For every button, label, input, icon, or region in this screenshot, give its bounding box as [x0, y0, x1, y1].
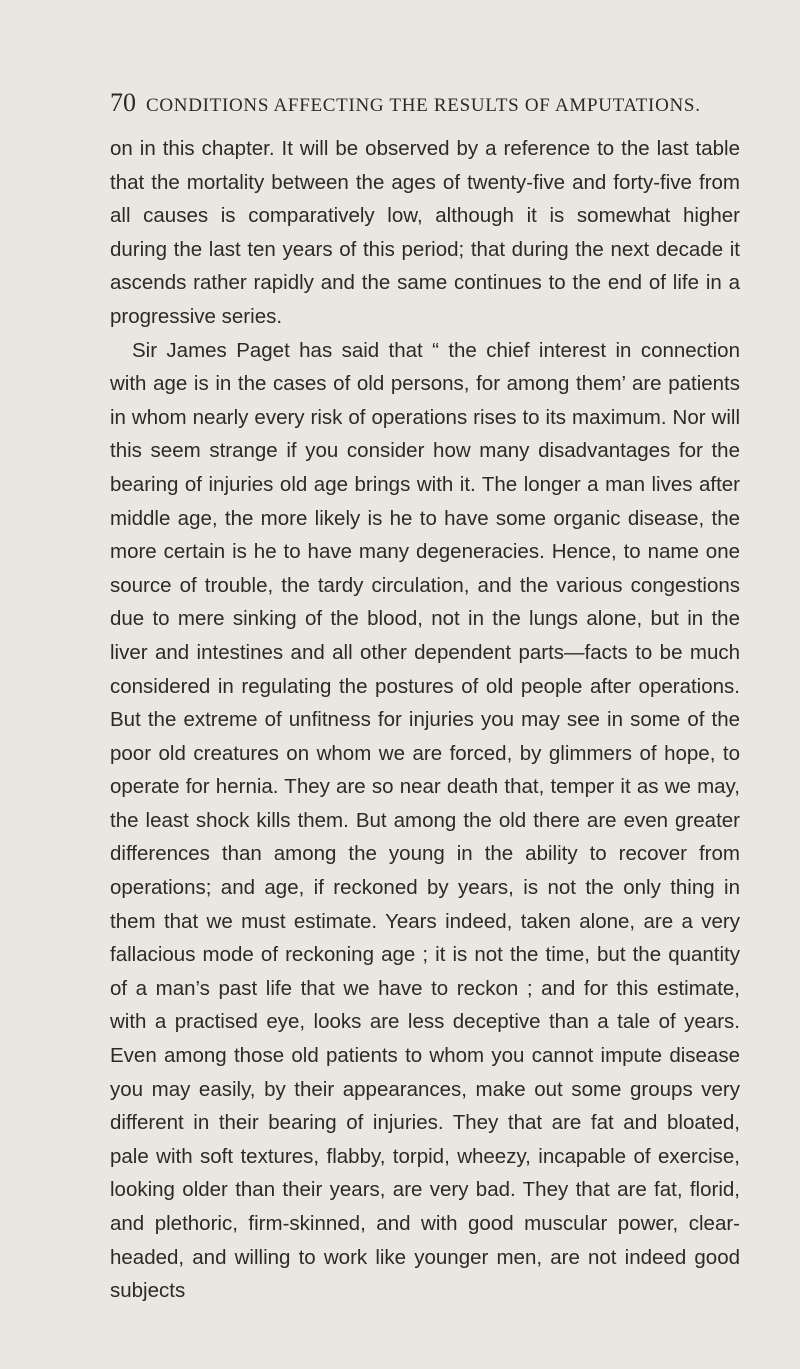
page-number: 70 — [110, 88, 136, 117]
paragraph-continuation: on in this chapter. It will be observed by a reference to the last table that the mortality between the ages of twenty-five and forty-five from all causes is comparatively low, although it is somewhat higher during the last ten years of this period; that during the next decade it ascends rather rapidly and the same continues to the end of life in a progressive series. — [110, 137, 740, 328]
paragraph-paget-quote: Sir James Paget has said that “ the chief interest in connection with age is in the cases of old persons, for among them’ are patients in whom nearly every risk of operations rises to its maximum. Nor will this seem strange if you consider how many disadvantages for the bearing of injuries old age brings with it. The longer a man lives after middle age, the more likely is he to have some organic disease, the more certain is he to have many degeneracies. Hence, to name one source of trouble, the tardy circulation, and the various congestions due to mere sinking of the blood, not in the lungs alone, but in the liver and intestines and all other dependent parts—facts to be much considered in regulating the postures of old people after operations. But the extreme of unfitness for injuries you may see in some of the poor old creatures on whom we are forced, by glimmers of hope, to operate for hernia. They are so near death that, temper it as we may, the least shock kills them. But among the old there are even greater differences than among the young in the ability to recover from operations; and age, if reckoned by years, is not the only thing in them that we must estimate. Years indeed, taken alone, are a very fallacious mode of reckoning age ; it is not the time, but the quantity of a man’s past life that we have to reckon ; and for this estimate, with a practised eye, looks are less deceptive than a tale of years. Even among those old patients to whom you cannot impute disease you may easily, by their appearances, make out some groups very different in their bearing of injuries. They that are fat and bloated, pale with soft textures, flabby, torpid, wheezy, incapable of exercise, looking older than their years, are very bad. They that are fat, florid, and plethoric, firm-skinned, and with good muscular power, clear-headed, and willing to work like younger men, are not indeed good subjects — [110, 338, 740, 1303]
running-header — [110, 88, 740, 132]
running-title: CONDITIONS AFFECTING THE RESULTS OF AMPUTATIONS. — [146, 95, 701, 116]
body-text — [110, 132, 740, 1308]
